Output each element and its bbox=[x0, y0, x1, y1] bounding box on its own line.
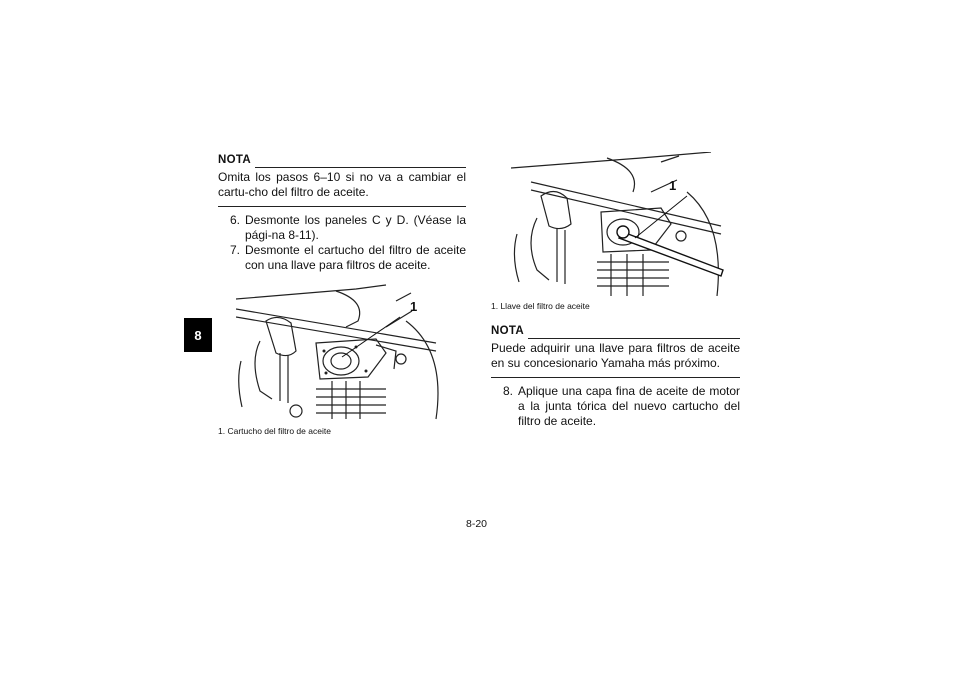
step-item bbox=[218, 243, 466, 273]
right-column bbox=[491, 152, 740, 429]
step-list bbox=[491, 384, 740, 429]
chapter-tab-label: 8 bbox=[194, 327, 202, 343]
nota-title: NOTA bbox=[491, 325, 524, 337]
figure-caption: 1. Llave del filtro de aceite bbox=[491, 301, 590, 311]
step-number: 6. bbox=[229, 213, 240, 227]
nota-rule bbox=[528, 328, 740, 339]
nota-end-rule bbox=[218, 206, 466, 207]
figure-caption: 1. Cartucho del filtro de aceite bbox=[218, 426, 331, 436]
step-text: Aplique una capa fina de aceite de motor a la junta tórica del nuevo cartucho del filtro de aceite. bbox=[518, 384, 740, 428]
nota-heading bbox=[218, 153, 466, 168]
step-number: 7. bbox=[229, 243, 240, 257]
figure-callout: 1 bbox=[669, 178, 677, 193]
left-column bbox=[218, 153, 466, 439]
nota-rule bbox=[255, 157, 466, 168]
oil-filter-cartridge-figure bbox=[236, 281, 456, 421]
step-text: Desmonte el cartucho del filtro de aceite con una llave para filtros de aceite. bbox=[245, 243, 466, 272]
oil-filter-wrench-figure bbox=[511, 152, 731, 296]
nota-text: Puede adquirir una llave para filtros de aceite en su concesionario Yamaha más próximo. bbox=[491, 341, 740, 370]
engine-illustration bbox=[236, 281, 456, 421]
nota-title: NOTA bbox=[218, 154, 251, 166]
step-number: 8. bbox=[502, 384, 513, 398]
page-number: 8-20 bbox=[466, 518, 488, 530]
figure-callout: 1 bbox=[410, 299, 418, 314]
engine-wrench-illustration bbox=[511, 152, 731, 296]
nota-text: Omita los pasos 6–10 si no va a cambiar el cartu-cho del filtro de aceite. bbox=[218, 170, 466, 199]
nota-end-rule bbox=[491, 377, 740, 378]
chapter-tab bbox=[184, 318, 212, 352]
step-item bbox=[218, 213, 466, 243]
step-text: Desmonte los paneles C y D. (Véase la pági-na 8-11). bbox=[245, 213, 466, 242]
nota-heading bbox=[491, 324, 740, 339]
step-list bbox=[218, 213, 466, 273]
step-item bbox=[491, 384, 740, 429]
